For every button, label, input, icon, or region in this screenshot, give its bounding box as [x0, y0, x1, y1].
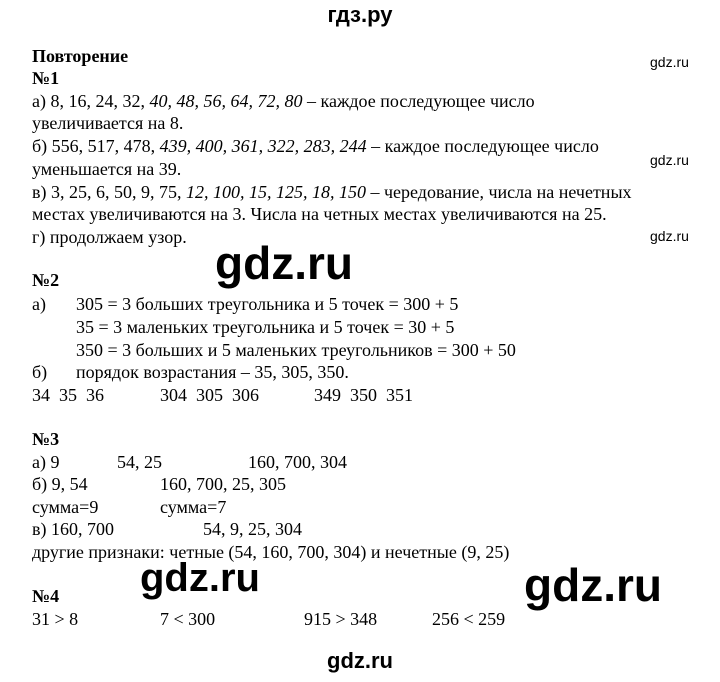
watermark-big: gdz.ru — [140, 556, 260, 600]
ex1-b-tail: – каждое последующее число — [366, 136, 599, 156]
ex2-sequence: 304 305 306 — [160, 385, 259, 405]
ex2-a-label: а) — [32, 294, 46, 314]
ex1-a-plain: а) 8, 16, 24, 32, — [32, 91, 150, 111]
ex3-other: другие признаки: четные (54, 160, 700, 304) и нечетные (9, 25) — [32, 542, 510, 562]
ex2-b-label: б) — [32, 362, 48, 382]
exercise-number: №4 — [32, 586, 60, 606]
footer-watermark: gdz.ru — [327, 648, 393, 673]
ex3-b-col2: 160, 700, 25, 305 — [160, 474, 286, 494]
ex1-a-line — [32, 91, 535, 112]
watermark-small: gdz.ru — [650, 152, 689, 168]
ex2-line3: 350 = 3 больших и 5 маленьких треугольников = 300 + 50 — [76, 340, 516, 360]
ex2-sequence: 34 35 36 — [32, 385, 104, 405]
watermark-big: gdz.ru — [215, 237, 353, 289]
ex4-comparison: 915 > 348 — [304, 609, 378, 629]
ex1-b-line2: уменьшается на 39. — [32, 159, 182, 179]
ex3-sum1: сумма=9 — [32, 497, 99, 517]
ex1-a-italic: 40, 48, 56, 64, 72, 80 — [149, 91, 303, 111]
ex1-v-line — [32, 182, 632, 203]
ex3-v-col1: в) 160, 700 — [32, 519, 114, 539]
exercise-number: №1 — [32, 68, 60, 88]
ex2-line1: 305 = 3 больших треугольника и 5 точек = 300 + 5 — [76, 294, 459, 314]
ex1-v-italic: 12, 100, 15, 125, 18, 150 — [186, 182, 366, 202]
ex3-sum2: сумма=7 — [160, 497, 227, 517]
ex4-comparison: 7 < 300 — [160, 609, 216, 629]
ex3-a-col3: 160, 700, 304 — [248, 452, 347, 472]
ex1-v-plain: в) 3, 25, 6, 50, 9, 75, — [32, 182, 186, 202]
watermark-small: gdz.ru — [650, 54, 689, 70]
ex4-comparison: 31 > 8 — [32, 609, 79, 629]
ex3-a-col1: а) 9 — [32, 452, 60, 472]
ex3-a-col2: 54, 25 — [117, 452, 162, 472]
watermark-small: gdz.ru — [650, 228, 689, 244]
ex2-line2: 35 = 3 маленьких треугольника и 5 точек = 30 + 5 — [76, 317, 455, 337]
ex1-b-plain: б) 556, 517, 478, — [32, 136, 160, 156]
ex1-a-tail: – каждое последующее число — [302, 91, 535, 111]
ex2-b-text: порядок возрастания – 35, 305, 350. — [76, 362, 349, 382]
ex1-a-line2: увеличивается на 8. — [32, 113, 184, 133]
ex2-sequence: 349 350 351 — [314, 385, 413, 405]
section-title: Повторение — [32, 46, 129, 66]
ex4-comparison: 256 < 259 — [432, 609, 506, 629]
exercise-number: №3 — [32, 429, 60, 449]
ex3-b-col1: б) 9, 54 — [32, 474, 88, 494]
ex1-g-line: г) продолжаем узор. — [32, 227, 187, 247]
ex3-v-col2: 54, 9, 25, 304 — [203, 519, 302, 539]
watermark-big: gdz.ru — [524, 559, 662, 611]
ex1-v-tail: – чередование, числа на нечетных — [366, 182, 632, 202]
ex1-b-italic: 439, 400, 361, 322, 283, 244 — [159, 136, 367, 156]
site-title: гдз.ру — [327, 2, 393, 27]
exercise-number: №2 — [32, 270, 60, 290]
ex1-v-line2: местах увеличиваются на 3. Числа на четных местах увеличиваются на 25. — [32, 204, 607, 224]
ex1-b-line — [32, 136, 599, 157]
